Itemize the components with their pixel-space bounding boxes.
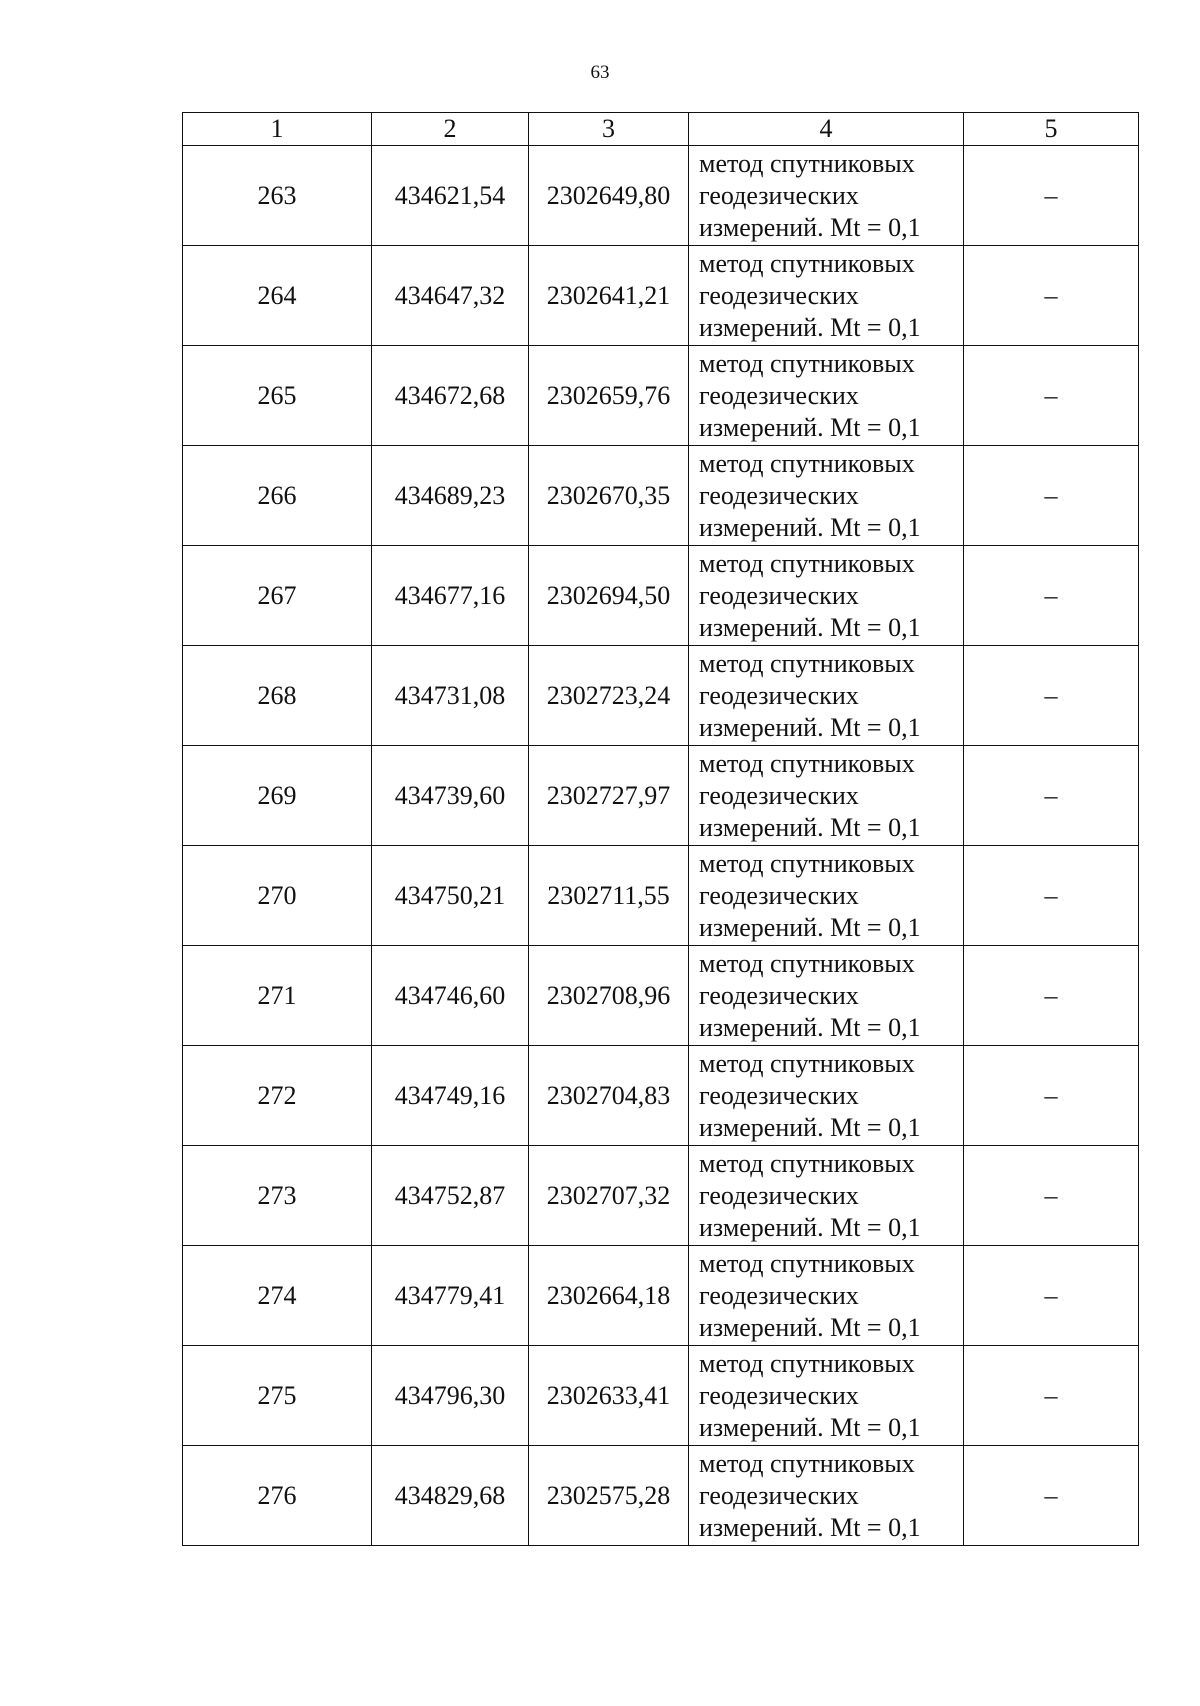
table-row	[183, 1446, 1139, 1546]
table-row	[183, 1346, 1139, 1446]
point-number-cell: 269	[183, 746, 372, 846]
method-line: геодезических	[699, 780, 859, 810]
coordinate-x-cell: 434746,60	[372, 946, 529, 1046]
table-row	[183, 1146, 1139, 1246]
method-line: измерений. Mt = 0,1	[699, 912, 921, 942]
method-line: метод спутниковых	[699, 748, 915, 778]
coordinate-y-cell: 2302659,76	[529, 346, 689, 446]
coordinate-y-cell: 2302649,80	[529, 146, 689, 246]
point-number-cell: 264	[183, 246, 372, 346]
method-line: измерений. Mt = 0,1	[699, 1012, 921, 1042]
method-line: геодезических	[699, 1180, 859, 1210]
note-cell: –	[964, 646, 1139, 746]
point-number-cell: 268	[183, 646, 372, 746]
method-line: метод спутниковых	[699, 1048, 915, 1078]
method-cell	[689, 1246, 964, 1346]
method-cell	[689, 1146, 964, 1246]
point-number-cell: 275	[183, 1346, 372, 1446]
table-row	[183, 246, 1139, 346]
method-cell	[689, 446, 964, 546]
table-row	[183, 646, 1139, 746]
point-number-cell: 272	[183, 1046, 372, 1146]
method-line: измерений. Mt = 0,1	[699, 1512, 921, 1542]
method-cell	[689, 146, 964, 246]
method-line: метод спутниковых	[699, 648, 915, 678]
column-header-5: 5	[964, 113, 1139, 146]
method-cell	[689, 746, 964, 846]
method-cell	[689, 1446, 964, 1546]
method-line: измерений. Mt = 0,1	[699, 712, 921, 742]
page-number: 63	[590, 62, 610, 83]
note-cell: –	[964, 146, 1139, 246]
method-line: геодезических	[699, 1480, 859, 1510]
method-line: измерений. Mt = 0,1	[699, 1112, 921, 1142]
method-line: геодезических	[699, 180, 859, 210]
method-cell	[689, 946, 964, 1046]
method-line: геодезических	[699, 480, 859, 510]
coordinate-y-cell: 2302670,35	[529, 446, 689, 546]
coordinate-y-cell: 2302711,55	[529, 846, 689, 946]
method-line: измерений. Mt = 0,1	[699, 612, 921, 642]
method-line: метод спутниковых	[699, 848, 915, 878]
coordinate-y-cell: 2302575,28	[529, 1446, 689, 1546]
method-line: измерений. Mt = 0,1	[699, 212, 921, 242]
method-line: геодезических	[699, 980, 859, 1010]
table-row	[183, 1046, 1139, 1146]
table-row	[183, 946, 1139, 1046]
header-row	[183, 113, 1139, 146]
note-cell: –	[964, 1146, 1139, 1246]
method-line: метод спутниковых	[699, 1148, 915, 1178]
coordinate-y-cell: 2302633,41	[529, 1346, 689, 1446]
note-cell: –	[964, 1046, 1139, 1146]
point-number-cell: 267	[183, 546, 372, 646]
method-line: измерений. Mt = 0,1	[699, 412, 921, 442]
point-number-cell: 273	[183, 1146, 372, 1246]
coordinates-table	[182, 112, 1139, 1546]
table-body	[183, 146, 1139, 1546]
point-number-cell: 270	[183, 846, 372, 946]
table-row	[183, 546, 1139, 646]
method-line: измерений. Mt = 0,1	[699, 1312, 921, 1342]
point-number-cell: 263	[183, 146, 372, 246]
method-line: геодезических	[699, 380, 859, 410]
coordinate-x-cell: 434796,30	[372, 1346, 529, 1446]
method-line: метод спутниковых	[699, 1348, 915, 1378]
coordinate-x-cell: 434731,08	[372, 646, 529, 746]
coordinate-x-cell: 434672,68	[372, 346, 529, 446]
column-header-4: 4	[689, 113, 964, 146]
coordinate-y-cell: 2302694,50	[529, 546, 689, 646]
method-line: геодезических	[699, 280, 859, 310]
point-number-cell: 271	[183, 946, 372, 1046]
method-cell	[689, 846, 964, 946]
coordinate-x-cell: 434829,68	[372, 1446, 529, 1546]
note-cell: –	[964, 1246, 1139, 1346]
method-line: геодезических	[699, 580, 859, 610]
coordinate-x-cell: 434689,23	[372, 446, 529, 546]
method-line: измерений. Mt = 0,1	[699, 1412, 921, 1442]
method-cell	[689, 646, 964, 746]
note-cell: –	[964, 346, 1139, 446]
coordinate-x-cell: 434750,21	[372, 846, 529, 946]
method-cell	[689, 1046, 964, 1146]
method-line: геодезических	[699, 1080, 859, 1110]
method-line: метод спутниковых	[699, 948, 915, 978]
table-header	[183, 113, 1139, 146]
method-line: геодезических	[699, 880, 859, 910]
coordinate-x-cell: 434752,87	[372, 1146, 529, 1246]
coordinate-x-cell: 434677,16	[372, 546, 529, 646]
table-row	[183, 446, 1139, 546]
method-cell	[689, 246, 964, 346]
method-line: метод спутниковых	[699, 548, 915, 578]
coordinate-x-cell: 434621,54	[372, 146, 529, 246]
point-number-cell: 276	[183, 1446, 372, 1546]
coordinate-x-cell: 434749,16	[372, 1046, 529, 1146]
coordinate-y-cell: 2302727,97	[529, 746, 689, 846]
method-line: метод спутниковых	[699, 348, 915, 378]
method-line: измерений. Mt = 0,1	[699, 1212, 921, 1242]
method-cell	[689, 346, 964, 446]
method-line: метод спутниковых	[699, 1248, 915, 1278]
method-cell	[689, 1346, 964, 1446]
method-line: метод спутниковых	[699, 448, 915, 478]
method-line: метод спутниковых	[699, 148, 915, 178]
note-cell: –	[964, 1346, 1139, 1446]
table-row	[183, 346, 1139, 446]
table-row	[183, 1246, 1139, 1346]
method-line: геодезических	[699, 680, 859, 710]
coordinate-y-cell: 2302708,96	[529, 946, 689, 1046]
column-header-1: 1	[183, 113, 372, 146]
coordinate-y-cell: 2302664,18	[529, 1246, 689, 1346]
coordinate-x-cell: 434647,32	[372, 246, 529, 346]
coordinate-y-cell: 2302723,24	[529, 646, 689, 746]
table-row	[183, 846, 1139, 946]
method-line: измерений. Mt = 0,1	[699, 512, 921, 542]
note-cell: –	[964, 946, 1139, 1046]
method-line: метод спутниковых	[699, 1448, 915, 1478]
note-cell: –	[964, 446, 1139, 546]
point-number-cell: 274	[183, 1246, 372, 1346]
table-row	[183, 746, 1139, 846]
coordinate-x-cell: 434779,41	[372, 1246, 529, 1346]
note-cell: –	[964, 546, 1139, 646]
method-cell	[689, 546, 964, 646]
method-line: геодезических	[699, 1380, 859, 1410]
note-cell: –	[964, 246, 1139, 346]
method-line: измерений. Mt = 0,1	[699, 812, 921, 842]
method-line: метод спутниковых	[699, 248, 915, 278]
column-header-2: 2	[372, 113, 529, 146]
coordinate-y-cell: 2302704,83	[529, 1046, 689, 1146]
method-line: измерений. Mt = 0,1	[699, 312, 921, 342]
coordinate-y-cell: 2302707,32	[529, 1146, 689, 1246]
note-cell: –	[964, 1446, 1139, 1546]
note-cell: –	[964, 746, 1139, 846]
table-row	[183, 146, 1139, 246]
column-header-3: 3	[529, 113, 689, 146]
note-cell: –	[964, 846, 1139, 946]
coordinate-y-cell: 2302641,21	[529, 246, 689, 346]
point-number-cell: 265	[183, 346, 372, 446]
coordinate-x-cell: 434739,60	[372, 746, 529, 846]
point-number-cell: 266	[183, 446, 372, 546]
method-line: геодезических	[699, 1280, 859, 1310]
